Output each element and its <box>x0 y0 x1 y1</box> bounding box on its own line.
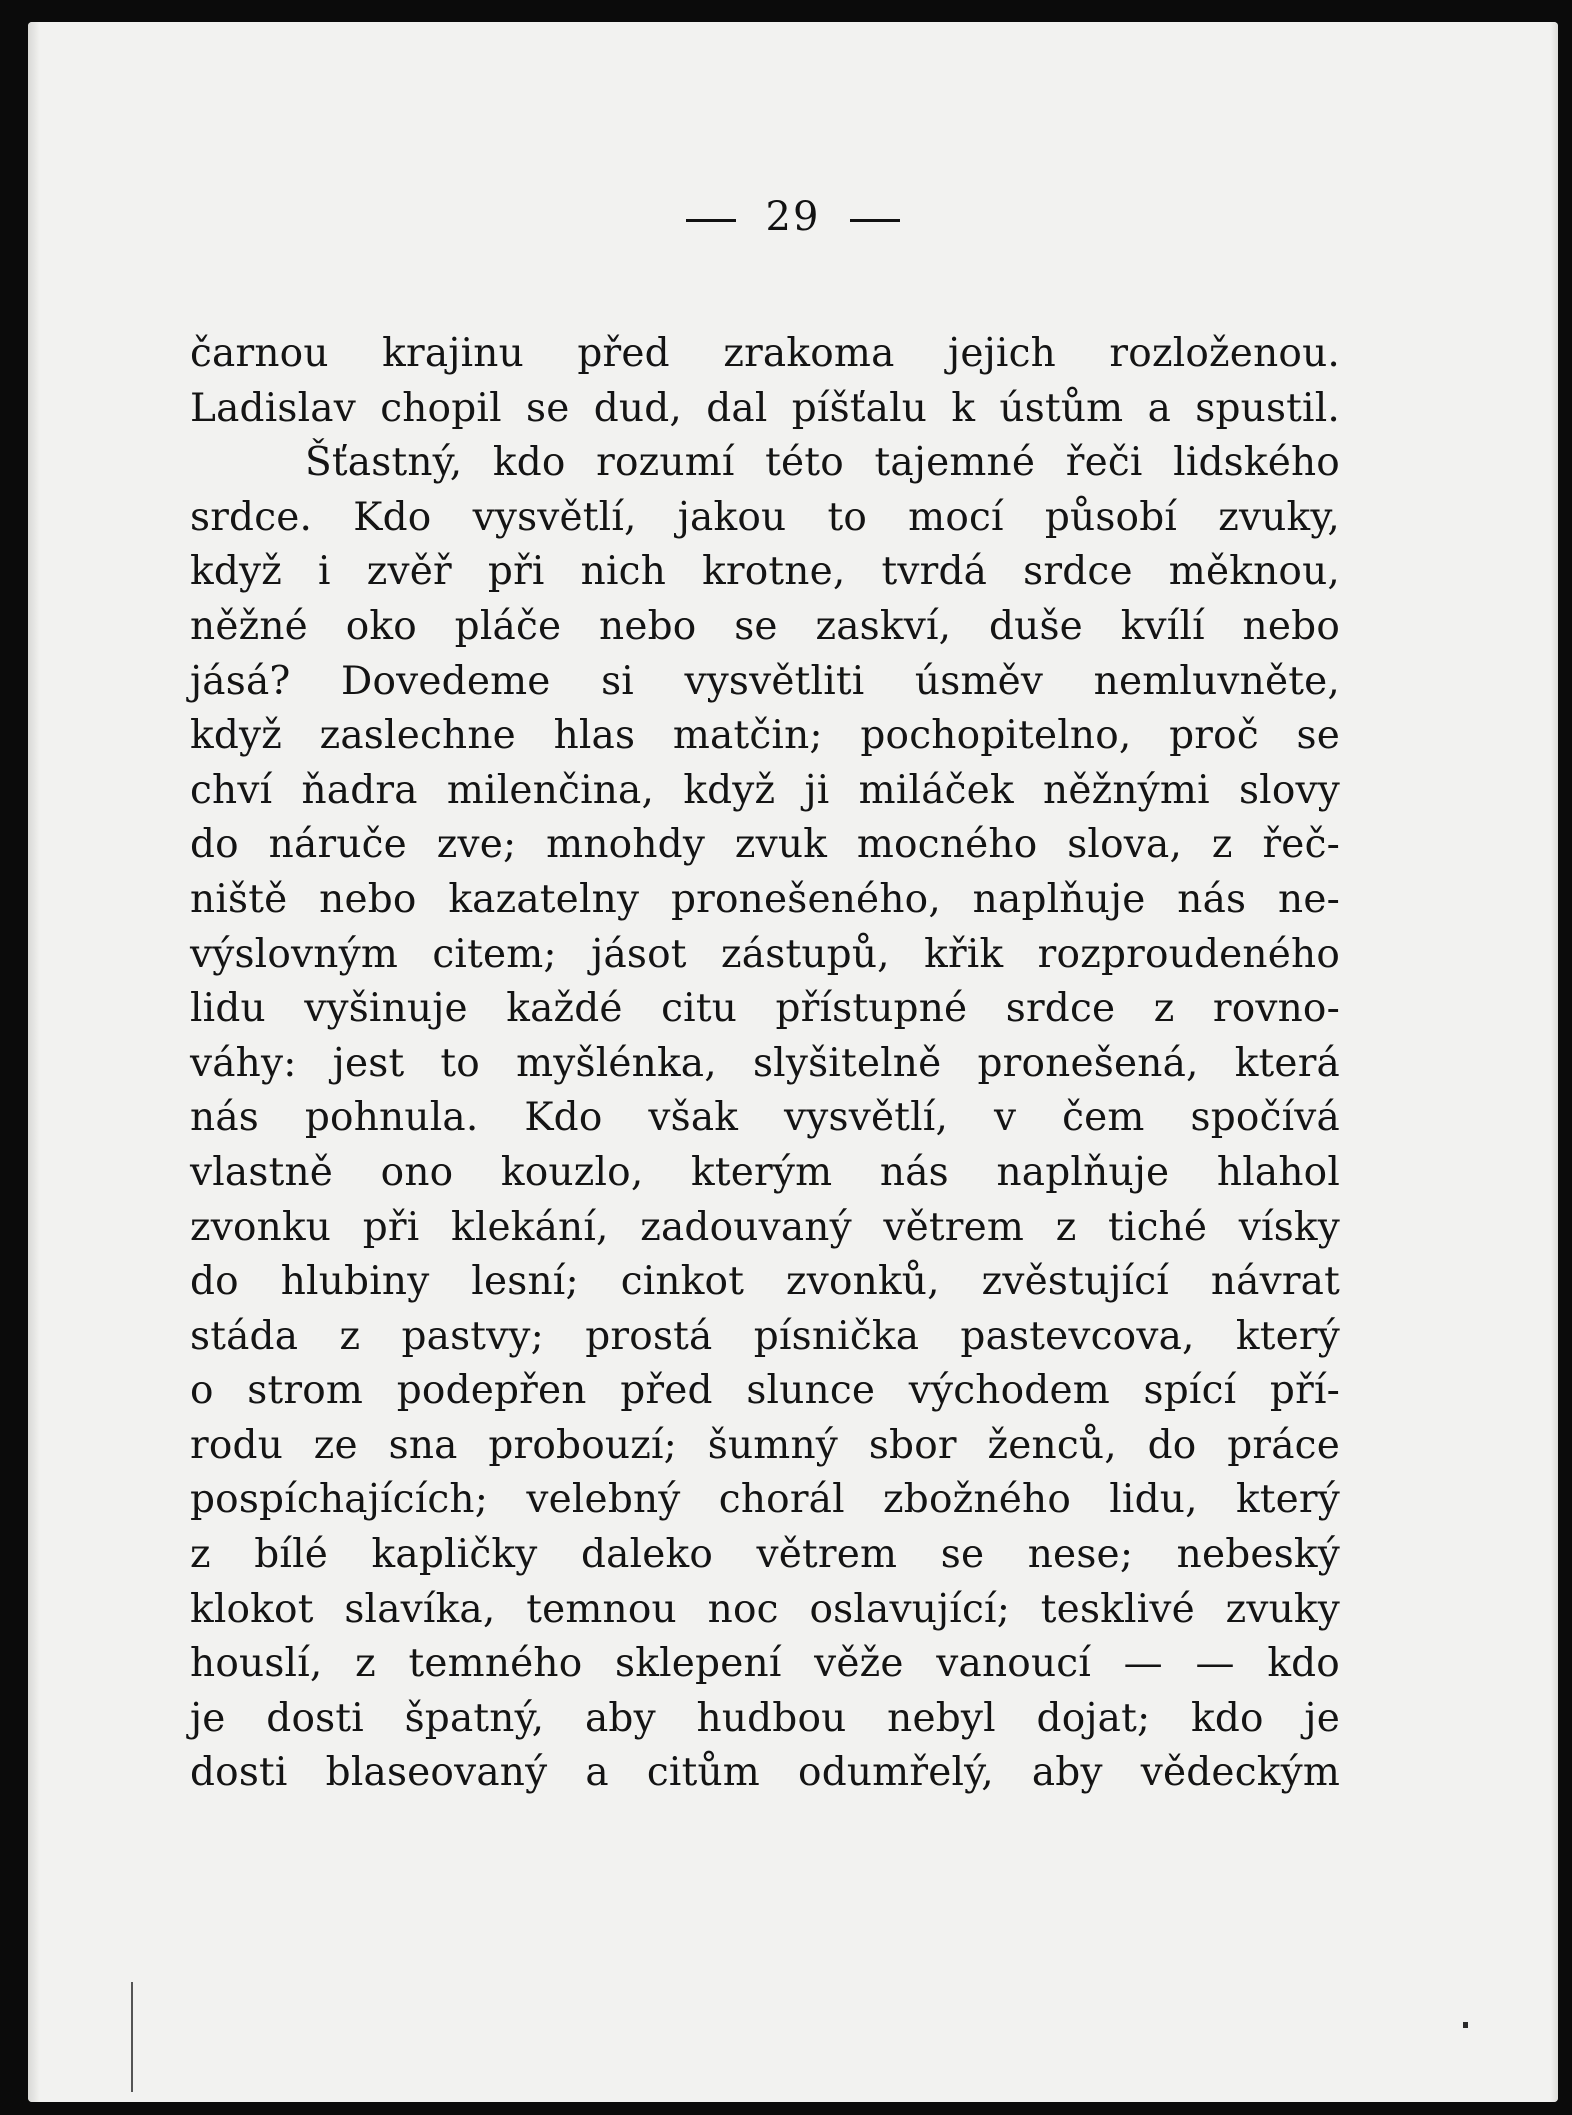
text-line: chví ňadra milenčina, když ji miláček něžnými slovy <box>190 767 1340 813</box>
page-left-edge <box>28 22 40 2102</box>
text-line: z bílé kapličky daleko větrem se nese; nebeský <box>190 1532 1340 1578</box>
text-line: vlastně ono kouzlo, kterým nás naplňuje hlahol <box>190 1149 1340 1195</box>
text-line: srdce. Kdo vysvětlí, jakou to mocí působí zvuky, <box>190 494 1340 540</box>
text-line: jásá? Dovedeme si vysvětliti úsměv nemluvněte, <box>190 658 1340 704</box>
text-line: klokot slavíka, temnou noc oslavující; tesklivé zvuky <box>190 1586 1340 1632</box>
book-page <box>28 22 1558 2102</box>
text-line: pospíchajících; velebný chorál zbožného lidu, který <box>190 1477 1340 1523</box>
text-line: rodu ze sna probouzí; šumný sbor ženců, do práce <box>190 1422 1340 1468</box>
body-text <box>190 327 1340 1801</box>
text-line: dosti blaseovaný a citům odumřelý, aby vědeckým <box>190 1750 1340 1796</box>
text-line: něžné oko pláče nebo se zaskví, duše kvílí nebo <box>190 603 1340 649</box>
text-line: do hlubiny lesní; cinkot zvonků, zvěstující návrat <box>190 1259 1340 1305</box>
text-line: Šťastný, kdo rozumí této tajemné řeči lidského <box>305 440 1340 486</box>
text-line: výslovným citem; jásot zástupů, křik rozproudeného <box>190 931 1340 977</box>
page-right-edge <box>1550 22 1558 2102</box>
text-line: když i zvěř při nich krotne, tvrdá srdce měknou, <box>190 549 1340 595</box>
text-line: niště nebo kazatelny pronešeného, naplňuje nás ne- <box>190 876 1340 922</box>
text-line: do náruče zve; mnohdy zvuk mocného slova, z řeč- <box>190 822 1340 868</box>
text-line: nás pohnula. Kdo však vysvětlí, v čem spočívá <box>190 1095 1340 1141</box>
page-number: 29 <box>765 194 821 240</box>
text-line: houslí, z temného sklepení věže vanoucí — — kdo <box>190 1641 1340 1687</box>
text-line: je dosti špatný, aby hudbou nebyl dojat; kdo je <box>190 1695 1340 1741</box>
text-line: Ladislav chopil se dud, dal píšťalu k ústům a spustil. <box>190 385 1340 431</box>
scan-speck <box>1463 2022 1468 2028</box>
page-number-header <box>28 194 1558 240</box>
text-line: čarnou krajinu před zrakoma jejich rozloženou. <box>190 331 1340 376</box>
scan-speck <box>131 1982 133 2092</box>
text-line: váhy: jest to myšlénka, slyšitelně pronešená, která <box>190 1040 1340 1086</box>
text-line: o strom podepřen před slunce východem spící pří- <box>190 1368 1340 1414</box>
text-line: když zaslechne hlas matčin; pochopitelno, proč se <box>190 713 1340 759</box>
left-dash <box>686 219 736 222</box>
text-line: lidu vyšinuje každé citu přístupné srdce z rovno- <box>190 986 1340 1032</box>
text-line: stáda z pastvy; prostá písnička pastevcova, který <box>190 1313 1340 1359</box>
right-dash <box>850 219 900 222</box>
text-line: zvonku při klekání, zadouvaný větrem z tiché vísky <box>190 1204 1340 1250</box>
